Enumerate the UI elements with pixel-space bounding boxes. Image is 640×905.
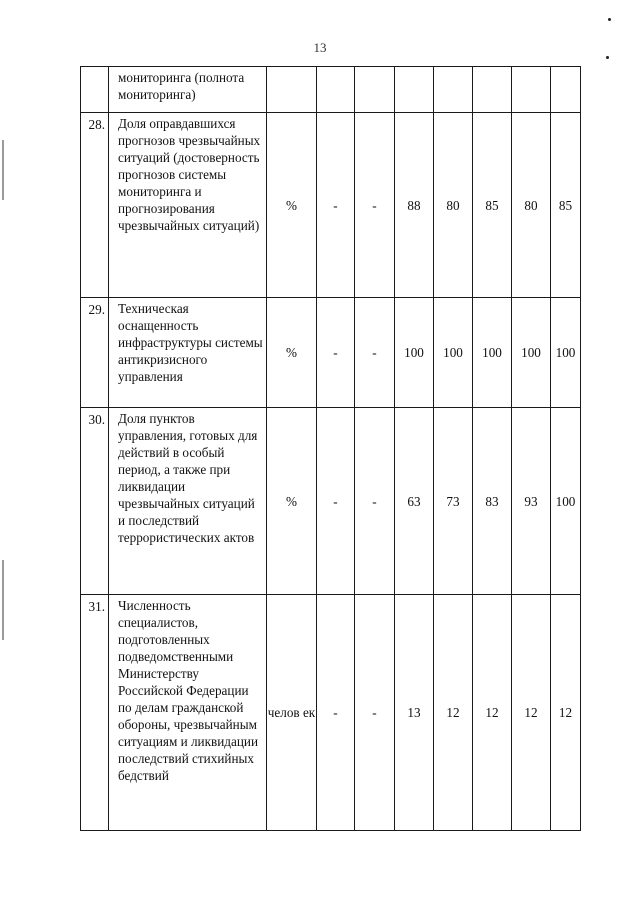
value-cell bbox=[551, 67, 581, 113]
value-cell bbox=[355, 67, 395, 113]
value-cell: - bbox=[355, 298, 395, 408]
scan-edge-mark bbox=[2, 140, 4, 200]
table-row bbox=[81, 67, 581, 113]
row-number: 30. bbox=[81, 408, 109, 595]
indicator-name: Доля пунктов управления, готовых для действий в особый период, а также при ликвидации чрезвычайных ситуаций и последствий террористических актов bbox=[109, 408, 267, 595]
value-cell bbox=[473, 67, 512, 113]
row-number: 31. bbox=[81, 595, 109, 831]
value-cell: 12 bbox=[434, 595, 473, 831]
value-cell bbox=[512, 67, 551, 113]
value-cell: - bbox=[317, 595, 355, 831]
value-cell: 80 bbox=[512, 113, 551, 298]
value-cell: 100 bbox=[551, 408, 581, 595]
value-cell: - bbox=[355, 408, 395, 595]
unit-cell: % bbox=[267, 298, 317, 408]
value-cell bbox=[434, 67, 473, 113]
scan-edge-mark bbox=[2, 560, 4, 640]
value-cell: - bbox=[355, 595, 395, 831]
table-row bbox=[81, 408, 581, 595]
value-cell: 12 bbox=[512, 595, 551, 831]
table-row bbox=[81, 595, 581, 831]
scan-speck bbox=[608, 18, 611, 21]
value-cell: 85 bbox=[551, 113, 581, 298]
indicator-name: Доля оправдавшихся прогнозов чрезвычайных ситуаций (достоверность прогнозов системы мониторинга и прогнозирования чрезвычайных ситуаций) bbox=[109, 113, 267, 298]
value-cell: 83 bbox=[473, 408, 512, 595]
value-cell: 63 bbox=[395, 408, 434, 595]
value-cell: 100 bbox=[473, 298, 512, 408]
indicator-name: мониторинга (полнота мониторинга) bbox=[109, 67, 267, 113]
unit-cell bbox=[267, 67, 317, 113]
value-cell: 100 bbox=[434, 298, 473, 408]
row-number bbox=[81, 67, 109, 113]
unit-cell: % bbox=[267, 408, 317, 595]
value-cell: - bbox=[317, 408, 355, 595]
value-cell: 13 bbox=[395, 595, 434, 831]
value-cell bbox=[317, 67, 355, 113]
table-row bbox=[81, 298, 581, 408]
scan-speck bbox=[606, 56, 609, 59]
value-cell: 12 bbox=[473, 595, 512, 831]
value-cell: 100 bbox=[512, 298, 551, 408]
value-cell: 88 bbox=[395, 113, 434, 298]
row-number: 28. bbox=[81, 113, 109, 298]
value-cell: - bbox=[317, 298, 355, 408]
indicators-table bbox=[80, 66, 581, 831]
value-cell: 100 bbox=[551, 298, 581, 408]
value-cell: 73 bbox=[434, 408, 473, 595]
indicator-name: Техническая оснащенность инфраструктуры системы антикризисного управления bbox=[109, 298, 267, 408]
value-cell: - bbox=[317, 113, 355, 298]
value-cell: 80 bbox=[434, 113, 473, 298]
page-number: 13 bbox=[313, 40, 327, 55]
table-row bbox=[81, 113, 581, 298]
unit-cell: % bbox=[267, 113, 317, 298]
value-cell: - bbox=[355, 113, 395, 298]
value-cell: 100 bbox=[395, 298, 434, 408]
row-number: 29. bbox=[81, 298, 109, 408]
indicator-name: Численность специалистов, подготовленных подведомственными Министерству Российской Федерации по делам гражданской обороны, чрезвычайным ситуациям и ликвидации последствий стихийных бедствий bbox=[109, 595, 267, 831]
value-cell: 85 bbox=[473, 113, 512, 298]
value-cell bbox=[395, 67, 434, 113]
unit-cell: челов ек bbox=[267, 595, 317, 831]
value-cell: 12 bbox=[551, 595, 581, 831]
value-cell: 93 bbox=[512, 408, 551, 595]
